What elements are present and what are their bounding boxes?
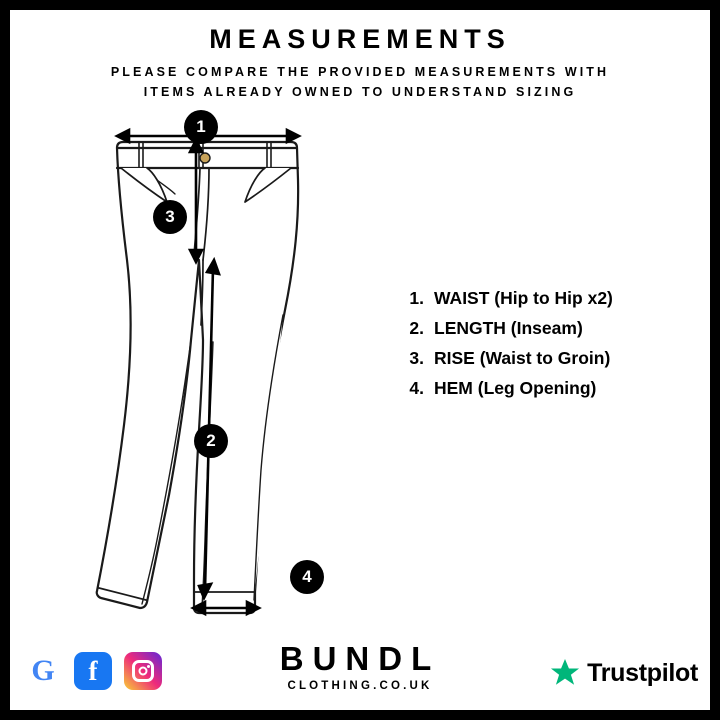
marker-waist: 1 <box>184 110 218 144</box>
legend-label: WAIST (Hip to Hip x2) <box>434 288 613 308</box>
legend-number: 1. <box>409 288 424 308</box>
legend-number: 2. <box>409 318 424 338</box>
trustpilot-star-icon <box>550 658 580 688</box>
list-item <box>398 373 688 403</box>
legend-label: HEM (Leg Opening) <box>434 378 597 398</box>
page-title: MEASUREMENTS <box>209 24 511 54</box>
marker-length: 2 <box>194 424 228 458</box>
brand-name: BUNDL <box>279 640 441 677</box>
marker-hem: 4 <box>290 560 324 594</box>
legend-label: LENGTH (Inseam) <box>434 318 583 338</box>
trustpilot-label: Trustpilot <box>587 658 698 687</box>
legend-number: 3. <box>409 348 424 368</box>
list-item <box>398 283 688 313</box>
facebook-icon[interactable]: f <box>74 652 112 690</box>
brand-domain: CLOTHING.CO.UK <box>287 680 433 692</box>
subtitle-block <box>0 62 720 102</box>
legend <box>398 283 688 403</box>
jeans-diagram <box>95 110 395 630</box>
subtitle-line-1: PLEASE COMPARE THE PROVIDED MEASUREMENTS WITH <box>110 65 610 79</box>
trustpilot-badge[interactable] <box>550 658 698 688</box>
legend-number: 4. <box>409 378 424 398</box>
list-item <box>398 343 688 373</box>
google-icon[interactable]: G <box>24 652 62 690</box>
subtitle-line-2: ITEMS ALREADY OWNED TO UNDERSTAND SIZING <box>143 85 577 99</box>
header <box>0 22 720 102</box>
legend-label: RISE (Waist to Groin) <box>434 348 611 368</box>
jeans-illustration <box>95 110 395 630</box>
marker-rise: 3 <box>153 200 187 234</box>
list-item <box>398 313 688 343</box>
footer <box>0 632 720 712</box>
